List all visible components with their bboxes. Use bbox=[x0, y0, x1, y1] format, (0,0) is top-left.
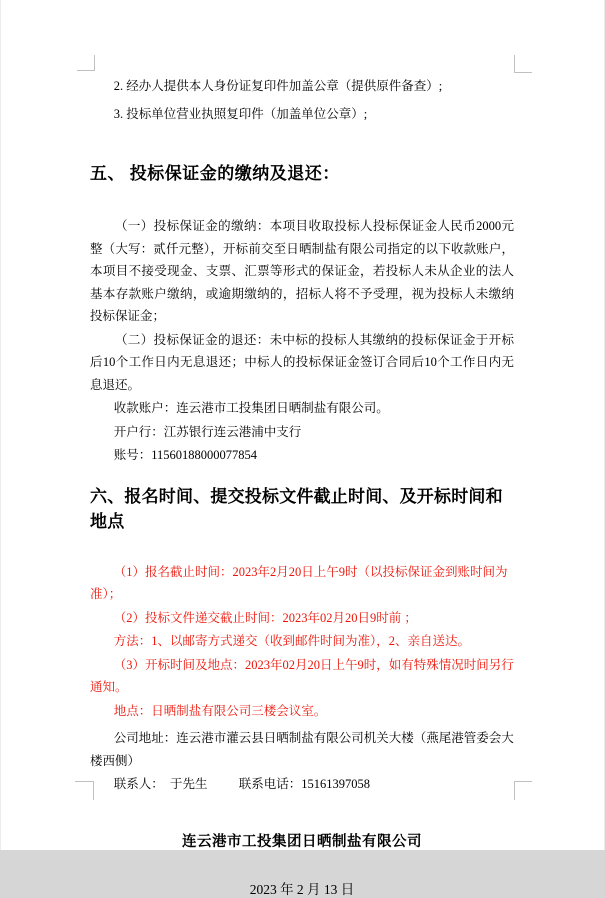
line-account-name: 收款账户：连云港市工投集团日晒制盐有限公司。 bbox=[113, 401, 389, 415]
list-item-3: 3. 投标单位营业执照复印件（加盖单位公章）; bbox=[113, 106, 368, 121]
paragraph-deposit-payment: （一）投标保证金的缴纳：本项目收取投标人投标保证金人民币2000元整（大写：贰仟元整），开标前交至日晒制盐有限公司指定的以下收款账户，本项目不接受现金、支票、汇票等形式的保证金，若投标人未从企业的法人基本存款账户缴纳，或逾期缴纳的，招标人将不予受理，视为投标人未缴纳投标保证金； bbox=[90, 219, 514, 323]
line-account-number: 账号：11560188000077854 bbox=[113, 448, 258, 462]
line-signup-deadline: （1）报名截止时间：2023年2月20日上午9时（以投标保证金到账时间为准）； bbox=[90, 564, 508, 601]
paragraph-deposit-refund: （二）投标保证金的退还：未中标的投标人其缴纳的投标保证金于开标后10个工作日内无息退还；中标人的投标保证金签订合同后10个工作日内无息退还。 bbox=[90, 332, 514, 392]
signature-date: 2023 年 2 月 13 日 bbox=[249, 881, 355, 897]
line-company-address: 公司地址：连云港市灌云县日晒制盐有限公司机关大楼（燕尾港管委会大楼西侧） bbox=[90, 731, 514, 768]
line-bid-opening-time: （3）开标时间及地点：2023年02月20日上午9时，如有特殊情况时间另行通知。 bbox=[90, 657, 514, 694]
line-bank-branch: 开户行：江苏银行连云港浦中支行 bbox=[113, 424, 302, 439]
line-delivery-method: 方法：1、以邮寄方式递交（收到邮件时间为准），2、亲自送达。 bbox=[113, 634, 471, 648]
list-item-2: 2. 经办人提供本人身份证复印件加盖公章（提供原件备查）; bbox=[113, 79, 443, 93]
line-submission-deadline: （2）投标文件递交截止时间：2023年02月20日9时前 ； bbox=[113, 610, 417, 625]
text-boundary-mark-top-right bbox=[514, 55, 532, 73]
line-bid-opening-place: 地点：日晒制盐有限公司三楼会议室。 bbox=[113, 703, 327, 718]
line-contact-info: 联系人： 于先生 联系电话：15161397058 bbox=[113, 777, 371, 791]
text-boundary-mark-bottom-right bbox=[514, 781, 532, 800]
signature-company-name: 连云港市工投集团日晒制盐有限公司 bbox=[182, 833, 422, 850]
section-6-heading: 六、报名时间、提交投标文件截止时间、及开标时间和地点 bbox=[90, 486, 503, 531]
document-content bbox=[90, 0, 514, 898]
section-5-heading: 五、 投标保证金的缴纳及退还： bbox=[90, 164, 340, 183]
